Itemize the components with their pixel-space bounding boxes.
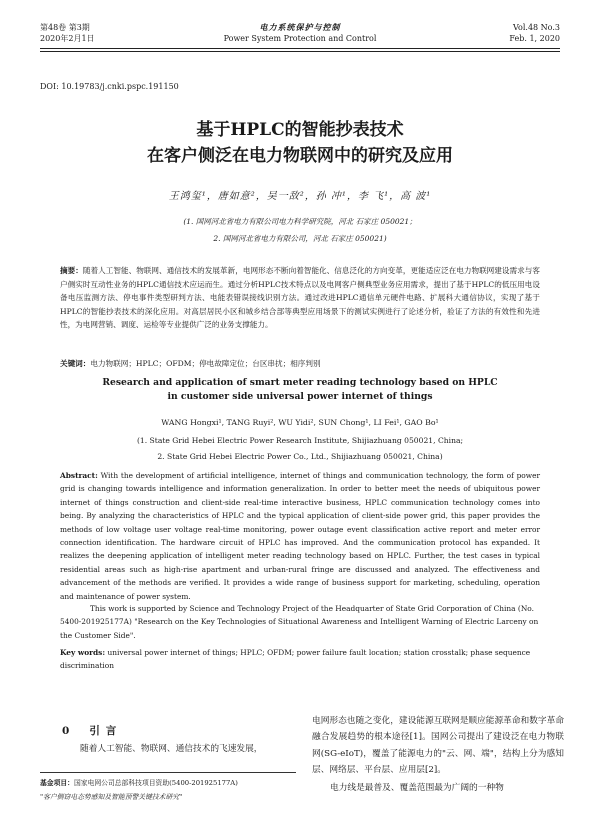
date-en: Feb. 1, 2020 [509, 34, 560, 43]
section-heading [62, 723, 122, 738]
abstract-en-text: With the development of artificial intelligence, internet of things and communication technology, the form of power grid is changing towards intelligence and information generalization. In order to better meet the needs of ubiquitous power internet of things construction and client-side real-time interactive business, HPLC communication technology comes into being. By analyzing the characteristics of HPLC and the typical application of client-side power grid, this paper provides the methods of low voltage user voltage real-time monitoring, power outage event classification active report and meter error connection identification. The hardware circuit of HPLC has improved. And the communication protocol has expanded. It realizes the deepening application of intelligent meter reading technology based on HPLC. Further, the test cases in typical residential areas such as high-rise apartment and urban-rural fringe are discussed and analyzed. The effectiveness and advancement of the methods are verified. It provides a wide range of business support for marketing, scheduling, operation and maintenance of power system. [60, 471, 540, 601]
body-right-column [312, 713, 564, 796]
journal-name-cn: 电力系统保护与控制 [259, 22, 341, 32]
section-title: 引言 [89, 725, 123, 737]
body-paragraph: 电网形态也随之变化，建设能源互联网是顺应能源革命和数字革命融合发展趋势的根本途径[1]。国网公司提出了建设泛在电力物联网(SG-eIoT)，覆盖了能源电力的"云、网、端"，结构上分为感知层、网络层、平台层、应用层[2]。 [312, 716, 564, 775]
footnote-label: 基金项目： [40, 779, 74, 787]
header-rule-thick [40, 48, 560, 49]
footnote-text: 国家电网公司总部科技项目资助(5400-201925177A) [73, 779, 238, 787]
keywords-cn [60, 358, 540, 369]
keywords-en [60, 646, 540, 673]
keywords-en-label: Key words: [60, 648, 106, 657]
title-en-line2: in customer side universal power internet of things [167, 391, 433, 402]
affiliation-cn-1: (1. 国网河北省电力有限公司电力科学研究院，河北 石家庄 050021； [183, 217, 417, 226]
affiliation-en-1: (1. State Grid Hebei Electric Power Research Institute, Shijiazhuang 050021, China; [136, 436, 464, 445]
footnote-funding [40, 776, 310, 790]
page-header [40, 22, 560, 64]
title-cn-line2: 在客户侧泛在电力物联网中的研究及应用 [147, 146, 453, 166]
header-right [509, 22, 560, 44]
header-center [40, 22, 560, 44]
title-en-line1: Research and application of smart meter reading technology based on HPLC [102, 377, 498, 388]
volume-cn: 第48卷 第3期 [40, 23, 90, 32]
keywords-cn-label: 关键词： [60, 359, 91, 368]
footnote-rule [40, 772, 296, 773]
keywords-en-text: universal power internet of things; HPLC; OFDM; power failure fault location; station crosstalk; phase sequence discrimination [60, 648, 531, 671]
section-number: 0 [62, 725, 76, 737]
header-rule-thin [40, 51, 560, 52]
abstract-cn-text: 随着人工智能、物联网、通信技术的发展革新，电网形态不断向着智能化、信息泛化的方向变革，更能适应泛在电力物联网建设需求与客户侧实时互动性业务的HPLC通信技术应运而生。通过分析HPLC技术特点以及电网客户侧典型业务应用需求，提出了基于HPLC的低压用电设备电压监测方法、停电事件类型研判方法、电能表错误接线识别方法。通过改进HPLC通信单元硬件电路、扩展科大通信协议，实现了基于HPLC的智能抄表技术的深化应用。对高层居民小区和城乡结合部等典型应用场景下的测试实例进行了论述分析，验证了方法的有效性和先进性，为电网营销、调度、运检等专业提供广泛的业务支撑能力。 [60, 266, 540, 329]
abstract-en-label: Abstract: [60, 471, 98, 480]
footnote-project: "客户侧窃电态势感知及智能预警关键技术研究" [40, 793, 183, 801]
date-cn: 2020年2月1日 [40, 34, 95, 43]
keywords-cn-text: 电力物联网；HPLC；OFDM；停电故障定位；台区串扰；相序判别 [90, 359, 321, 368]
body-paragraph: 电力线是最普及、覆盖范围最为广阔的一种物 [330, 783, 504, 794]
volume-en: Vol.48 No.3 [513, 23, 560, 32]
doi: DOI: 10.19783/j.cnki.pspc.191150 [40, 82, 179, 91]
authors-cn: 王鸿玺¹，唐如意²，吴一敌²，孙 冲¹，李 飞¹，高 波¹ [168, 191, 432, 202]
affiliation-en-2: 2. State Grid Hebei Electric Power Co., Ltd., Shijiazhuang 050021, China) [157, 452, 443, 461]
title-cn-line1: 基于HPLC的智能抄表技术 [196, 120, 404, 140]
abstract-en [60, 469, 540, 603]
intro-text-left: 随着人工智能、物联网、通信技术的飞速发展， [80, 744, 263, 754]
authors-en: WANG Hongxi¹, TANG Ruyi², WU Yidi², SUN Chong¹, LI Fei¹, GAO Bo¹ [161, 418, 439, 427]
abstract-cn [60, 264, 540, 332]
journal-name-en: Power System Protection and Control [223, 34, 377, 43]
affiliation-cn-2: 2. 国网河北省电力有限公司，河北 石家庄 050021) [213, 234, 387, 243]
support-statement: This work is supported by Science and Technology Project of the Headquarter of State Grid Corporation of China (No. 5400-201925177A) "Research on the Key Technologies of Situational Awareness and Intelligent Warning of Electric Larceny on the Customer Side". [60, 604, 539, 640]
abstract-cn-label: 摘要： [60, 266, 83, 275]
